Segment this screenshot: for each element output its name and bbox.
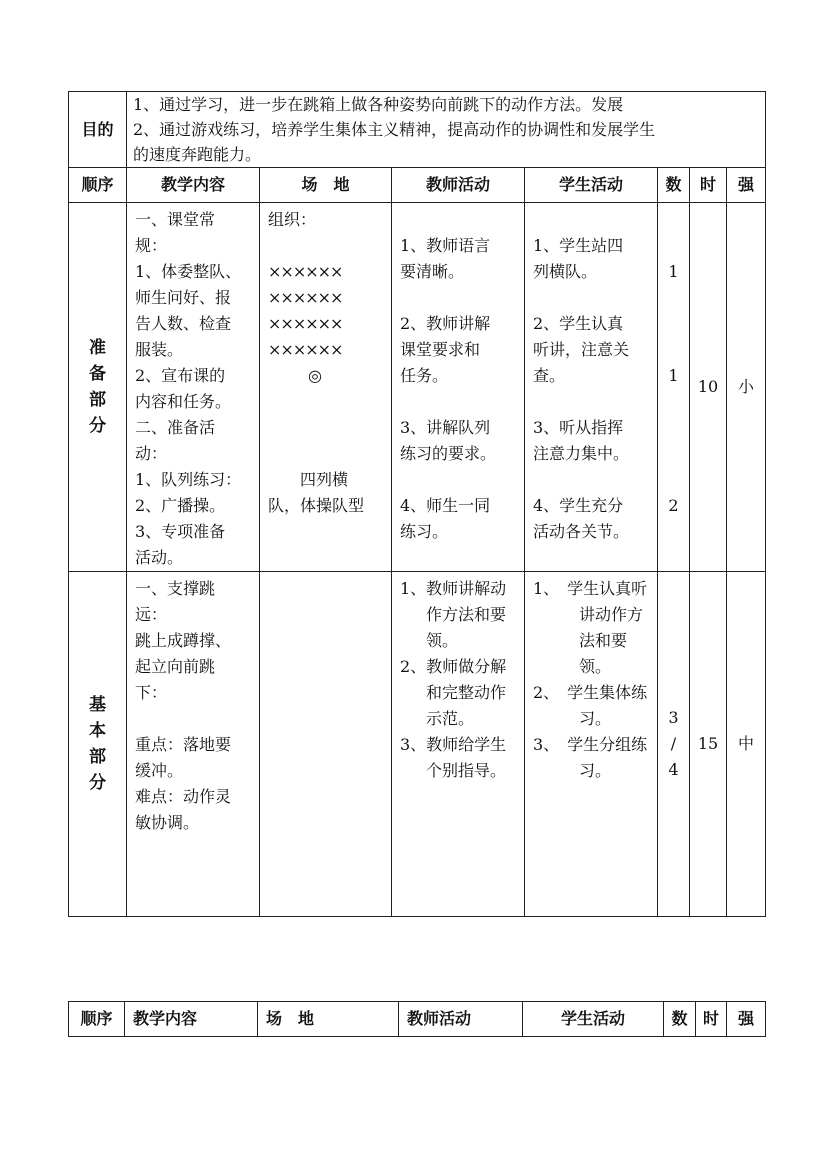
header-count: 数 — [658, 168, 690, 203]
header-row-2 — [69, 1002, 766, 1037]
basic-student: 1、 学生认真听讲动作方法和要领。 2、 学生集体练习。 3、 学生分组练习。 — [525, 572, 658, 917]
header-student: 学生活动 — [525, 168, 658, 203]
header-row — [69, 168, 766, 203]
prep-time: 10 — [690, 203, 727, 572]
header-order: 顺序 — [69, 168, 127, 203]
header-content-2: 教学内容 — [125, 1002, 258, 1037]
prep-section-row — [69, 203, 766, 572]
header-order-2: 顺序 — [69, 1002, 125, 1037]
lesson-plan-table — [68, 91, 766, 917]
basic-content: 一、支撑跳 远： 跳上成蹲撑、 起立向前跳 下： 重点：落地要 缓冲。 难点：动作灵 敏协调。 — [127, 572, 260, 917]
basic-teacher: 1、教师讲解动作方法和要领。 2、教师做分解和完整动作示范。 3、教师给学生个别指导。 — [392, 572, 525, 917]
purpose-text — [127, 92, 766, 168]
header-teacher-2: 教师活动 — [399, 1002, 523, 1037]
basic-section-label: 基 本 部 分 — [69, 572, 127, 917]
header-venue-2: 场 地 — [258, 1002, 399, 1037]
basic-intensity: 中 — [727, 572, 766, 917]
purpose-line-1: 1、通过学习，进一步在跳箱上做各种姿势向前跳下的动作方法。发展 — [133, 95, 624, 114]
header-content: 教学内容 — [127, 168, 260, 203]
prep-teacher: 1、教师语言 要清晰。 2、教师讲解 课堂要求和 任务。 3、讲解队列 练习的要求。 4、师生一同 练习。 — [392, 203, 525, 572]
header-venue: 场 地 — [260, 168, 392, 203]
header-time: 时 — [690, 168, 727, 203]
basic-time: 15 — [690, 572, 727, 917]
second-page-header-table — [68, 1001, 766, 1037]
header-intensity: 强 — [727, 168, 766, 203]
prep-venue: 组织： ×××××× ×××××× ×××××× ×××××× ◎ 四列横 队，体操队型 — [260, 203, 392, 572]
header-teacher: 教师活动 — [392, 168, 525, 203]
prep-intensity: 小 — [727, 203, 766, 572]
purpose-line-2: 2、通过游戏练习，培养学生集体主义精神，提高动作的协调性和发展学生 — [133, 120, 656, 139]
prep-section-label: 准 备 部 分 — [69, 203, 127, 572]
basic-venue — [260, 572, 392, 917]
basic-count: 3 / 4 — [658, 572, 690, 917]
header-count-2: 数 — [664, 1002, 696, 1037]
basic-section-row — [69, 572, 766, 917]
header-time-2: 时 — [696, 1002, 727, 1037]
prep-count: 1 1 2 — [658, 203, 690, 572]
prep-student: 1、学生站四 列横队。 2、学生认真 听讲，注意关 查。 3、听从指挥 注意力集中。 4、学生充分 活动各关节。 — [525, 203, 658, 572]
purpose-line-3: 的速度奔跑能力。 — [133, 145, 262, 164]
purpose-row — [69, 92, 766, 168]
header-student-2: 学生活动 — [523, 1002, 664, 1037]
teacher-position-mark: ◎ — [308, 366, 322, 385]
purpose-label: 目的 — [69, 92, 127, 168]
prep-content: 一、课堂常 规： 1、体委整队、 师生问好、报 告人数、检查 服装。 2、宣布课的 内容和任务。 二、准备活 动： 1、队列练习： 2、广播操。 3、专项准备 活动。 — [127, 203, 260, 572]
header-intensity-2: 强 — [727, 1002, 766, 1037]
